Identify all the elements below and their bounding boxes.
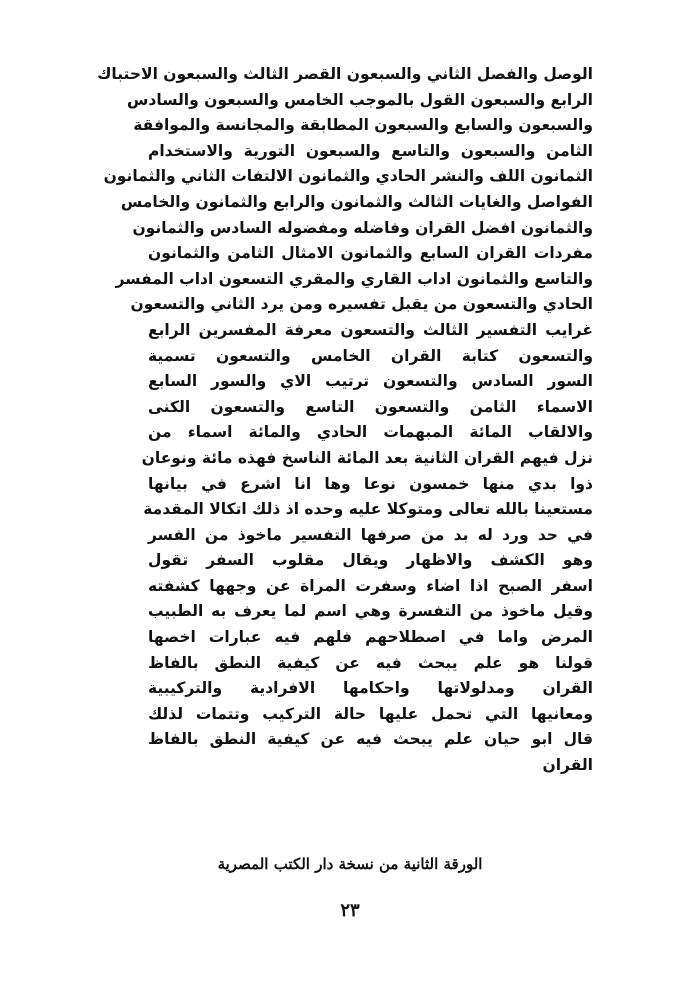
manuscript-line: غرايب التفسير الثالث والتسعون معرفة المفسرين الرابع [148, 320, 593, 339]
manuscript-line: القران ومدلولاتها واحكامها الافرادية والتركيبية [148, 679, 593, 698]
manuscript-line: والتسعون كتابة القران الخامس والتسعون تسمية [148, 346, 593, 365]
manuscript-line: اسفر الصبح اذا اضاء وسفرت المراة عن وجهها كشفته [148, 576, 593, 595]
manuscript-line: المرض واما في اصطلاحهم فلهم فيه عبارات اخصها [148, 628, 593, 647]
manuscript-line: قولنا هو علم يبحث فيه عن كيفية النطق بالفاظ [148, 653, 593, 672]
manuscript-line: قال ابو حيان علم يبحث فيه عن كيفية النطق بالفاظ [148, 730, 593, 749]
manuscript-line: الفواصل والغايات الثالث والثمانون والرابع والثمانون والخامس [120, 192, 593, 211]
manuscript-line: الثمانون اللف والنشر الحادي والثمانون الالتفات الثاني والثمانون [103, 167, 593, 186]
manuscript-line: والثمانون افضل القران وفاضله ومفضوله السادس والثمانون [132, 218, 593, 237]
manuscript-text [97, 62, 593, 779]
manuscript-line: مفردات القران السابع والثمانون الامثال الثامن والثمانون [148, 244, 593, 263]
manuscript-line: والسبعون والسابع والسبعون المطابقة والمجانسة والموافقة [133, 116, 593, 135]
manuscript-line: والتاسع والثمانون اداب القاري والمقري التسعون اداب المفسر [115, 269, 593, 288]
manuscript-line: السور السادس والتسعون ترتيب الاي والسور السابع [148, 372, 593, 391]
manuscript-line: وقيل ماخوذ من التفسرة وهي اسم لما يعرف به الطبيب [148, 602, 593, 621]
manuscript-line: الثامن والسبعون والتاسع والسبعون التورية والاستخدام [148, 141, 593, 160]
manuscript-line: في حد ورد له بد من صرفها التفسير ماخوذ من الفسر [148, 525, 593, 544]
figure-caption: الورقة الثانية من نسخة دار الكتب المصرية [217, 855, 483, 873]
manuscript-line: الحادي والتسعون من يقبل تفسيره ومن يرد الثاني والتسعون [130, 295, 593, 314]
manuscript-line: وهو الكشف والاظهار ويقال مقلوب السفر تقول [148, 551, 593, 570]
manuscript-line: الاسماء الثامن والتسعون التاسع والتسعون الكنى [148, 397, 593, 416]
manuscript-line: ذوا بدي منها خمسون نوعا وها انا اشرع في بيانها [148, 474, 593, 493]
manuscript-line: نزل فيهم القران الثانية بعد المائة الناسخ فهذه مائة ونوعان [141, 448, 593, 467]
manuscript-line: الرابع والسبعون القول بالموجب الخامس والسبعون والسادس [127, 90, 593, 109]
manuscript-line: القران [542, 756, 593, 775]
manuscript-line: الوصل والفصل الثاني والسبعون القصر الثالث والسبعون الاحتباك [97, 65, 593, 83]
manuscript-line: والالقاب المائة المبهمات الحادي والمائة اسماء من [148, 423, 593, 442]
page-number: ٢٣ [340, 900, 360, 921]
manuscript-line: مستعينا بالله تعالى ومتوكلا عليه وحده اذ ذلك اتكالا المقدمة [143, 500, 593, 519]
manuscript-line: ومعانيها التي تحمل عليها حالة التركيب وتتمات لذلك [148, 704, 593, 723]
